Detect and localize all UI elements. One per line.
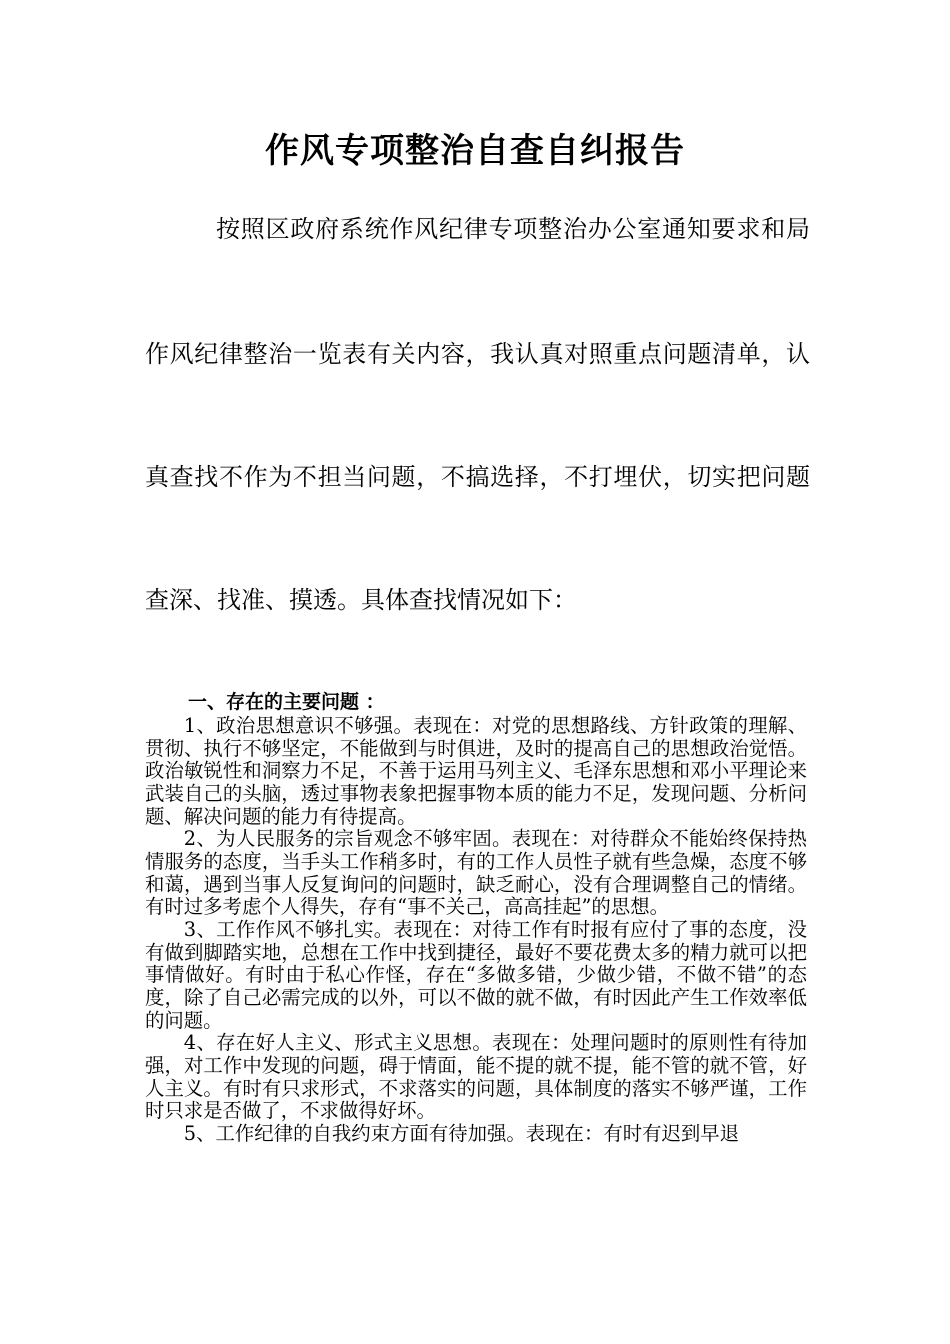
document-title: 作风专项整治自查自纠报告 bbox=[265, 131, 685, 171]
intro-line: 作风纪律整治一览表有关内容，我认真对照重点问题清单，认 bbox=[145, 340, 810, 368]
paragraph-2: 2、为人民服务的宗旨观念不够牢固。表现在：对待群众不能始终保持热情服务的态度，当手头工作稍多时，有的工作人员性子就有些急燥，态度不够和蔼，遇到当事人反复询问的问题时，缺乏耐心，没有合理调整自己的情绪。有时过多考虑个人得失，存有“事不关己，高高挂起”的思想。 bbox=[145, 827, 807, 919]
paragraph-1: 1、政治思想意识不够强。表现在：对党的思想路线、方针政策的理解、贯彻、执行不够坚定，不能做到与时俱进，及时的提高自己的思想政治觉悟。政治敏锐性和洞察力不足，不善于运用马列主义、毛泽东思想和邓小平理论来武装自己的头脑，透过事物表象把握事物本质的能力不足，发现问题、分析问题、解决问题的能力有待提高。 bbox=[145, 714, 807, 828]
intro-line: 按照区政府系统作风纪律专项整治办公室通知要求和局 bbox=[216, 215, 810, 243]
paragraph-4: 4、存在好人主义、形式主义思想。表现在：处理问题时的原则性有待加强，对工作中发现的问题，碍于情面，能不提的就不提，能不管的就不管，好人主义。有时有只求形式，不求落实的问题，具体制度的落实不够严谨，工作时只求是否做了，不求做得好坏。 bbox=[145, 1031, 807, 1123]
section-heading: 一、存在的主要问题 ： bbox=[188, 691, 385, 713]
intro-line: 真查找不作为不担当问题，不搞选择，不打埋伏，切实把问题 bbox=[145, 463, 810, 491]
body-text bbox=[145, 715, 807, 1145]
intro-line: 查深、找准、摸透。具体查找情况如下： bbox=[145, 586, 577, 614]
paragraph-5: 5、工作纪律的自我约束方面有待加强。表现在：有时有迟到早退 bbox=[183, 1121, 740, 1145]
paragraph-3: 3、工作作风不够扎实。表现在：对待工作有时报有应付了事的态度，没有做到脚踏实地，总想在工作中找到捷径，最好不要花费太多的精力就可以把事情做好。有时由于私心作怪，存在“多做多错，少做少错，不做不错”的态度，除了自己必需完成的以外，可以不做的就不做，有时因此产生工作效率低的问题。 bbox=[145, 917, 807, 1032]
